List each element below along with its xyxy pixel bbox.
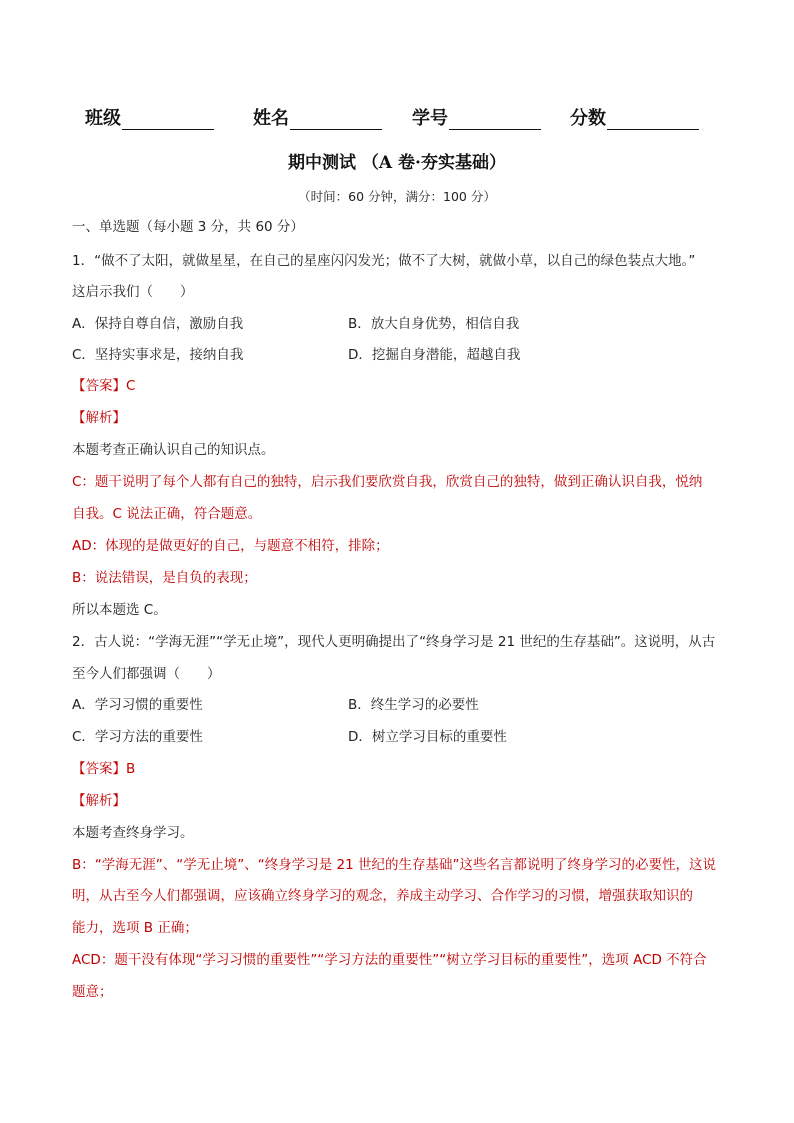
exam-subtitle: （时间：60 分钟，满分：100 分） (298, 189, 496, 204)
q2-option-a[interactable]: A．学习习惯的重要性 (72, 697, 203, 713)
q2-stem-line1: 2．古人说：“学海无涯”“学无止境”，现代人更明确提出了“终身学习是 21 世纪的生存基础”。这说明，从古 (72, 634, 716, 650)
exam-title: 期中测试 （A 卷·夯实基础） (288, 153, 506, 173)
name-field (253, 104, 382, 130)
q2-analysis-label: 【解析】 (72, 793, 126, 809)
q1-conclusion: 所以本题选 C。 (72, 602, 167, 618)
section-title: 一、单选题（每小题 3 分，共 60 分） (72, 219, 304, 235)
class-blank[interactable] (122, 111, 214, 130)
q1-analysis-c-line1: C：题干说明了每个人都有自己的独特，启示我们要欣赏自我，欣赏自己的独特，做到正确认识自我，悦纳 (72, 474, 703, 490)
score-field (570, 104, 699, 130)
q2-analysis-b-line1: B：“学海无涯”、“学无止境”、“终身学习是 21 世纪的生存基础”这些名言都说明了终身学习的必要性，这说 (72, 857, 716, 873)
q1-analysis-label: 【解析】 (72, 410, 126, 426)
name-label: 姓名 (253, 108, 289, 129)
q1-analysis-intro: 本题考查正确认识自己的知识点。 (72, 442, 275, 458)
q1-stem-line2: 这启示我们（ ） (72, 284, 194, 300)
q2-analysis-acd-line2: 题意； (72, 984, 113, 1000)
q1-option-b[interactable]: B．放大自身优势，相信自我 (348, 316, 520, 332)
q2-option-b[interactable]: B．终生学习的必要性 (348, 697, 479, 713)
q1-option-c[interactable]: C．坚持实事求是，接纳自我 (72, 347, 244, 363)
score-blank[interactable] (607, 111, 699, 130)
q2-analysis-acd-line1: ACD：题干没有体现“学习习惯的重要性”“学习方法的重要性”“树立学习目标的重要性”，选项 ACD 不符合 (72, 952, 707, 968)
student-id-blank[interactable] (449, 111, 541, 130)
score-label: 分数 (570, 108, 606, 129)
q1-analysis-ad: AD：体现的是做更好的自己，与题意不相符，排除； (72, 538, 389, 554)
q1-analysis-b: B：说法错误，是自负的表现； (72, 570, 257, 586)
q1-answer: 【答案】C (72, 378, 136, 394)
q1-option-a[interactable]: A．保持自尊自信，激励自我 (72, 316, 244, 332)
q1-option-d[interactable]: D．挖掘自身潜能，超越自我 (348, 347, 521, 363)
q2-option-c[interactable]: C．学习方法的重要性 (72, 729, 203, 745)
q2-option-d[interactable]: D．树立学习目标的重要性 (348, 729, 507, 745)
class-label: 班级 (85, 108, 121, 129)
q2-stem-line2: 至今人们都强调（ ） (72, 666, 221, 682)
q2-analysis-b-line3: 能力，选项 B 正确； (72, 920, 198, 936)
q2-analysis-intro: 本题考查终身学习。 (72, 825, 194, 841)
name-blank[interactable] (290, 111, 382, 130)
student-info-fields (85, 104, 725, 132)
student-id-field (412, 104, 541, 130)
q2-analysis-b-line2: 明，从古至今人们都强调，应该确立终身学习的观念，养成主动学习、合作学习的习惯，增强获取知识的 (72, 888, 693, 904)
q2-answer: 【答案】B (72, 761, 136, 777)
class-field (85, 104, 214, 130)
student-id-label: 学号 (412, 108, 448, 129)
q1-stem-line1: 1．“做不了太阳，就做星星，在自己的星座闪闪发光；做不了大树，就做小草，以自己的绿色装点大地。” (72, 253, 696, 269)
q1-analysis-c-line2: 自我。C 说法正确，符合题意。 (72, 506, 262, 522)
